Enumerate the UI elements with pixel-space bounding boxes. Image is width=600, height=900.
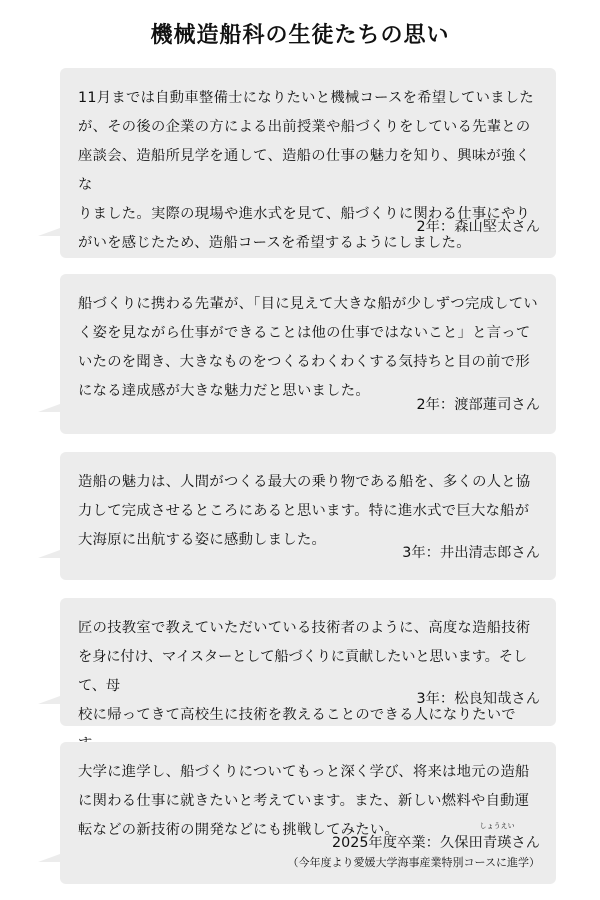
comment-line: 造船の魅力は、人間がつくる最大の乗り物である船を、多くの人と協 bbox=[78, 474, 531, 490]
comment-line: に関わる仕事に就きたいと考えています。また、新しい燃料や自動運 bbox=[78, 793, 530, 809]
comment-line: が、その後の企業の方による出前授業や船づくりをしている先輩との bbox=[78, 119, 531, 135]
comment-text bbox=[78, 290, 540, 406]
comment-line: を身に付け、マイスターとして船づくりに貢献したいと思います。そして、母 bbox=[78, 649, 527, 694]
comment-line: 力して完成させるところにあると思います。特に進水式で巨大な船が bbox=[78, 503, 530, 519]
speaker-name: 2年：渡部蓮司さん bbox=[416, 397, 540, 413]
comment-bubble bbox=[60, 598, 556, 726]
speaker-name-ruby bbox=[479, 822, 515, 852]
comment-bubble bbox=[60, 274, 556, 434]
comment-line: りました。実際の現場や進水式を見て、船づくりに関わる仕事にやり bbox=[78, 206, 531, 222]
comment-line: がいを感じたため、造船コースを希望するようにしました。 bbox=[78, 235, 471, 251]
comment-line: 転などの新技術の開発などにも挑戦してみたい。 bbox=[78, 822, 400, 838]
speaker-suffix: さん bbox=[511, 835, 540, 851]
speaker-name bbox=[332, 822, 540, 852]
speaker-name: 2年：森山堅太さん bbox=[416, 219, 540, 235]
speaker-given-name: 青瑛 bbox=[482, 835, 512, 851]
speaker-name: 3年：松良知哉さん bbox=[416, 691, 540, 707]
comment-line: 11月までは自動車整備士になりたいと機械コースを希望していました bbox=[78, 90, 534, 106]
comment-line: 大学に進学し、船づくりについてもっと深く学び、将来は地元の造船 bbox=[78, 764, 530, 780]
comment-line: 匠の技教室で教えていただいている技術者のように、高度な造船技術 bbox=[78, 620, 531, 636]
comment-bubble bbox=[60, 742, 556, 884]
speaker-prefix: 2025年度卒業：久保田 bbox=[332, 835, 483, 851]
comment-line: 校に帰ってきて高校生に技術を教えることのできる人になりたいで bbox=[78, 707, 516, 723]
comment-line: く姿を見ながら仕事ができることは他の仕事ではないこと」と言って bbox=[78, 325, 531, 341]
page-title: 機械造船科の生徒たちの思い bbox=[150, 23, 450, 48]
comment-line: いたのを聞き、大きなものをつくるわくわくする気持ちと目の前で形 bbox=[78, 354, 530, 370]
comment-line: 座談会、造船所見学を通して、造船の仕事の魅力を知り、興味が強くな bbox=[78, 148, 531, 193]
speaker-note: （今年度より愛媛大学海事産業特別コースに進学） bbox=[287, 856, 540, 869]
comment-bubble bbox=[60, 68, 556, 258]
speaker-name: 3年：井出清志郎さん bbox=[402, 545, 540, 561]
comment-line: 大海原に出航する姿に感動しました。 bbox=[78, 532, 327, 548]
comment-line: になる達成感が大きな魅力だと思いました。 bbox=[78, 383, 370, 399]
comment-text bbox=[78, 614, 540, 759]
furigana: しょうえい bbox=[479, 822, 515, 830]
comment-bubble bbox=[60, 452, 556, 580]
comment-line: 船づくりに携わる先輩が、「目に見えて大きな船が少しずつ完成してい bbox=[78, 296, 538, 312]
